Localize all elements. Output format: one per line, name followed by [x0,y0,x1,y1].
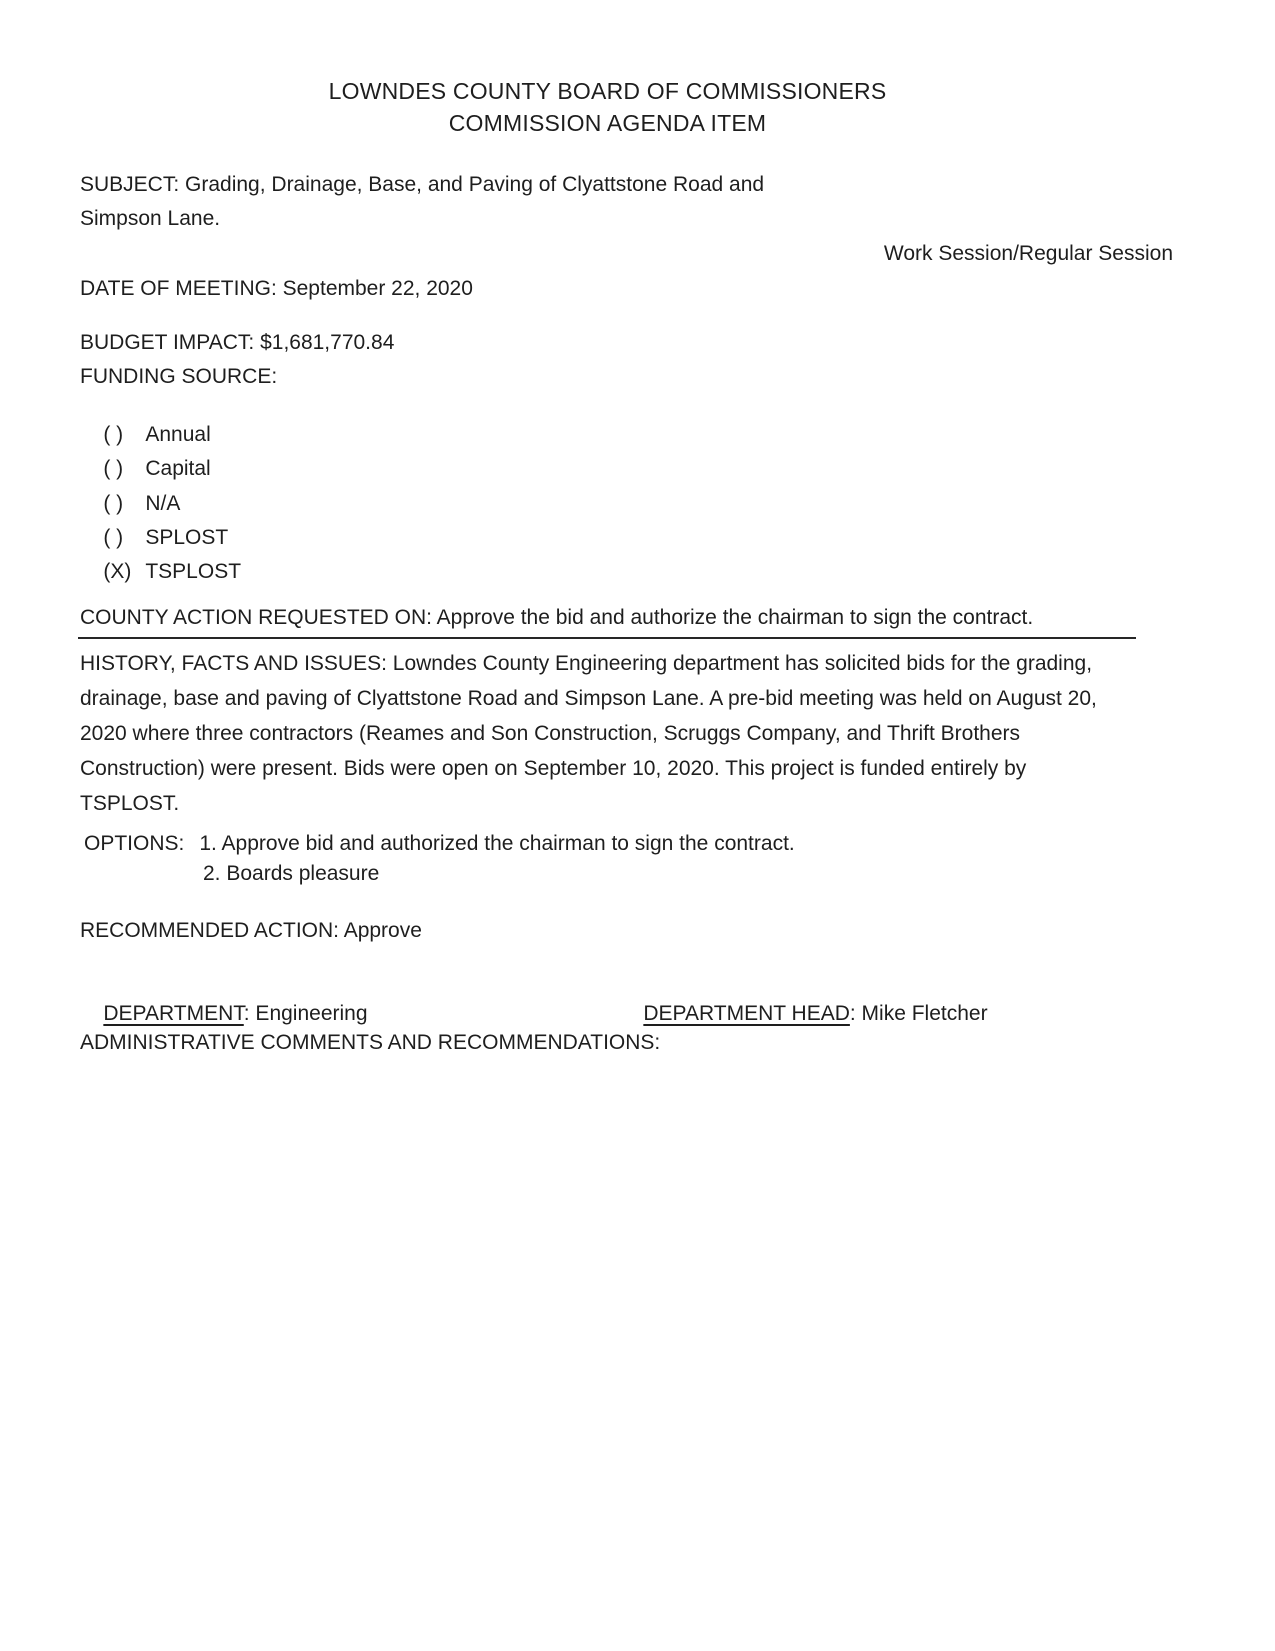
checkbox-tsplost-checked: (X) [103,560,132,584]
history-line: Construction) were present. Bids were open on September 10, 2020. This project is funded entirely by [80,757,1027,780]
history-line: 2020 where three contractors (Reames and Son Construction, Scruggs Company, and Thrift Brothers [80,722,1021,745]
option-2: 2. Boards pleasure [203,862,380,885]
session-type: Work Session/Regular Session [883,242,1173,265]
funding-option-tsplost [80,534,241,610]
funding-source-label: FUNDING SOURCE: [80,365,278,388]
date-of-meeting: DATE OF MEETING: September 22, 2020 [80,277,473,300]
funding-option-label: N/A [145,492,181,516]
history-facts-issues [80,646,1097,821]
department-head-label: DEPARTMENT HEAD [643,1002,850,1026]
checkbox-capital: ( ) [103,457,124,481]
document-title-line2: COMMISSION AGENDA ITEM [448,110,767,136]
department-value: : Engineering [243,1002,368,1026]
checkbox-annual: ( ) [103,423,124,447]
option-1: 1. Approve bid and authorized the chairman to sign the contract. [199,832,795,855]
department-head-value: : Mike Fletcher [849,1002,988,1026]
history-line: TSPLOST. [80,792,180,815]
county-action-requested: COUNTY ACTION REQUESTED ON: Approve the bid and authorize the chairman to sign the contract. [80,606,1034,629]
checkbox-na: ( ) [103,492,124,516]
funding-option-label: Capital [145,457,211,481]
department-head-field [620,976,988,1052]
history-line: HISTORY, FACTS AND ISSUES: Lowndes County Engineering department has solicited bids for the grading, [80,652,1093,675]
funding-option-label: TSPLOST [145,560,242,584]
budget-impact: BUDGET IMPACT: $1,681,770.84 [80,331,395,354]
department-label: DEPARTMENT [103,1002,244,1026]
funding-option-label: SPLOST [145,526,229,550]
history-line: drainage, base and paving of Clyattstone Road and Simpson Lane. A pre-bid meeting was held on August 20, [80,687,1097,710]
funding-option-label: Annual [145,423,211,447]
subject-line2: Simpson Lane. [80,207,221,230]
checkbox-splost: ( ) [103,526,124,550]
options-row [84,831,795,856]
options-label: OPTIONS: [84,832,185,855]
section-divider-line [78,637,1136,639]
subject-line1: SUBJECT: Grading, Drainage, Base, and Paving of Clyattstone Road and [80,173,765,196]
recommended-action: RECOMMENDED ACTION: Approve [80,919,422,942]
administrative-comments-label: ADMINISTRATIVE COMMENTS AND RECOMMENDATIONS: [80,1031,661,1054]
document-title-line1: LOWNDES COUNTY BOARD OF COMMISSIONERS [328,78,887,104]
